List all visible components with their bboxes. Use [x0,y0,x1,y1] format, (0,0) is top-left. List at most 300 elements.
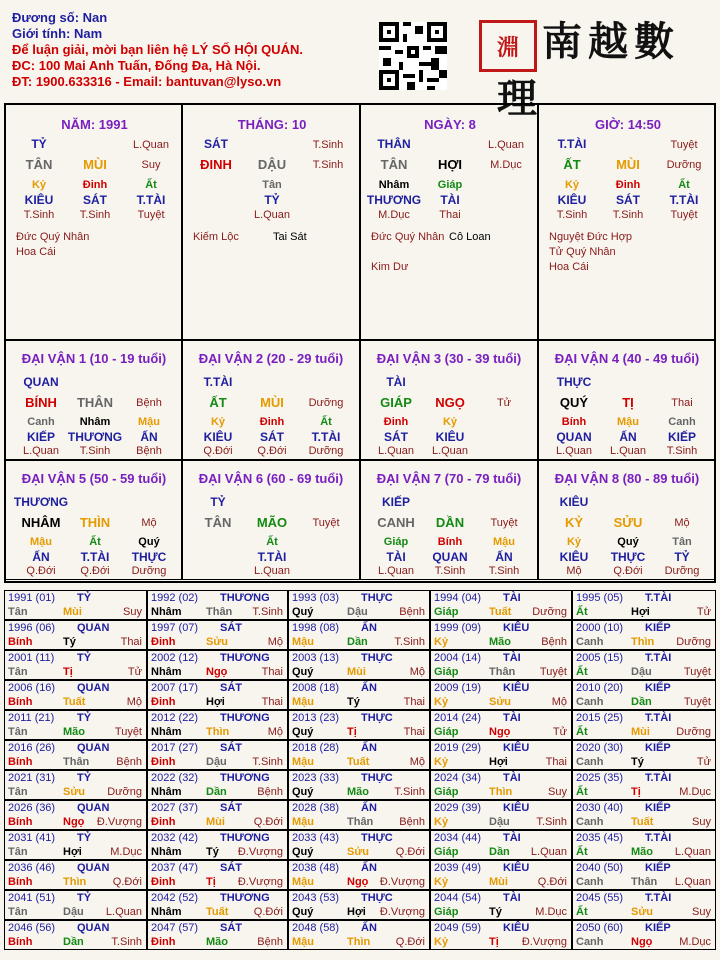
year-branch: Tý [206,846,219,858]
hidden-star: SÁT [83,193,107,207]
year-stem: Kỷ [434,816,449,828]
year-stem: Quý [292,726,314,738]
year-branch: Dần [489,846,510,858]
year-star: TÀI [503,892,521,904]
pillar-star: TỶ [31,137,47,151]
year-stem: Nhâm [151,906,182,918]
dai-van-hidden-stage: Q.Đới [257,445,287,457]
dai-van-star: T.TÀI [203,375,233,389]
dai-van-hidden-star: THỰC [131,550,167,564]
year-cell [430,920,572,950]
year-branch: Mùi [63,606,82,618]
dai-van-branch: DẦN [435,515,465,530]
year-stage: Đ.Vượng [96,816,142,828]
year-stem: Đinh [151,696,176,708]
year-stage: Tử [696,756,711,768]
pillar-right-label: L.Quan [132,139,170,151]
hidden-stem: Giáp [437,179,463,191]
year-label: 2016 (26) [8,742,56,754]
year-branch: Mão [206,936,228,948]
dai-van-stage: Thai [671,397,693,409]
year-stem: Bính [8,696,33,708]
hidden-star: KIÊU [557,193,587,207]
year-branch: Mùi [347,666,366,678]
year-label: 2011 (21) [8,712,55,724]
year-label: 2049 (59) [434,922,482,934]
dai-van-hidden-stage: Bệnh [136,445,162,457]
year-star: THỰC [361,652,393,664]
year-branch: Ngọ [347,876,369,888]
year-stem: Giáp [434,666,459,678]
year-star: ẤN [361,682,377,694]
year-star: KIẾP [645,922,671,934]
year-stem: Quý [292,906,314,918]
hidden-stem: Ất [678,179,690,191]
dai-van-hidden-star: TỶ [674,550,690,564]
year-cell [288,920,430,950]
year-label: 2019 (29) [434,742,482,754]
year-label: 1996 (06) [8,622,56,634]
pillar-branch: MÙI [616,157,640,172]
dai-van-hidden-stage: L.Quan [555,445,593,457]
year-cell [147,590,288,620]
chart-header [12,10,303,90]
year-cell [288,590,430,620]
dai-van-title: ĐẠI VẬN 6 (60 - 69 tuổi) [198,471,344,486]
year-stage: Mộ [409,756,425,768]
year-branch: Hợi [489,756,508,768]
hidden-stage: T.Sinh [556,209,588,221]
year-star: TỶ [77,832,92,844]
pillar-note: Cô Loan [449,231,491,243]
year-cell [430,590,572,620]
year-branch: Thân [631,876,658,888]
dai-van-hidden-stem: Bính [437,536,463,548]
year-cell [288,710,430,740]
year-stage: Bệnh [116,756,142,768]
year-stem: Quý [292,606,314,618]
year-branch: Tuất [206,906,229,918]
dai-van-hidden-stem: Mậu [138,416,160,428]
year-stage: Mộ [126,696,142,708]
year-stage: M.Dục [679,786,711,798]
year-stage: Đ.Vượng [379,906,425,918]
year-stage: Tử [552,726,567,738]
dai-van-star: THƯƠNG [13,495,69,509]
year-branch: Mão [63,726,85,738]
year-stem: Tân [8,846,28,858]
year-branch: Tý [631,756,644,768]
year-branch: Tị [206,876,216,888]
year-branch: Dần [63,936,84,948]
hidden-star: KIÊU [24,193,54,207]
contact-line: Để luận giải, mời bạn liên hệ LÝ SỐ HỘI QUÁN. [12,42,303,57]
year-star: KIẾP [645,802,671,814]
year-star: TỶ [77,652,92,664]
year-stage: Thai [403,726,425,738]
phone-email-line: ĐT: 1900.633316 - Email: bantuvan@lyso.vn [12,74,282,89]
year-branch: Hợi [206,696,225,708]
dai-van-stage: Tuyệt [490,517,518,529]
year-cell [572,890,716,920]
year-label: 2025 (35) [576,772,624,784]
year-stem: Kỷ [434,696,449,708]
dai-van-hidden-star: QUAN [556,430,592,444]
year-cell [147,620,288,650]
year-stem: Kỷ [434,936,449,948]
dai-van-hidden-stage: Q.Đới [80,565,110,577]
year-stage: Q.Đới [537,876,567,888]
year-branch: Mùi [631,726,650,738]
year-star: KIẾP [645,742,671,754]
year-star: QUAN [77,742,110,754]
year-stage: T.Sinh [394,786,425,798]
dai-van-hidden-stem: Quý [617,536,639,548]
year-cell [4,620,147,650]
year-branch: Sửu [206,636,229,648]
pillar-title: GIỜ: 14:50 [594,117,662,132]
year-stage: M.Dục [535,906,567,918]
year-cell [430,830,572,860]
year-branch: Thân [63,756,90,768]
dai-van-hidden-stem: Kỷ [566,536,582,548]
year-cell [288,620,430,650]
dai-van-stage: Bệnh [136,397,162,409]
dai-van-hidden-stem: Mậu [493,536,515,548]
pillar-stem: TÂN [380,157,408,172]
dai-van-hidden-stage: L.Quan [253,565,291,577]
year-label: 2014 (24) [434,712,482,724]
dai-van-hidden-star: SÁT [260,430,284,444]
pillar-stage: Dưỡng [666,159,702,171]
year-star: TÀI [503,832,521,844]
dai-van-6 [182,460,360,580]
year-star: ẤN [361,802,377,814]
year-stem: Kỷ [434,876,449,888]
dai-van-hidden-stem: Ất [89,536,101,548]
year-stage: Suy [692,816,711,828]
year-label: 2017 (27) [151,742,199,754]
year-stage: Thai [120,636,142,648]
year-stem: Bính [8,936,33,948]
hidden-stage: Tuyệt [670,209,698,221]
year-star: KIÊU [503,802,530,814]
year-branch: Sửu [489,696,512,708]
dai-van-stage: Mộ [674,517,690,529]
year-label: 2041 (51) [8,892,56,904]
year-star: T.TÀI [645,772,672,784]
year-label: 2004 (14) [434,652,482,664]
year-stage: Dưỡng [532,606,567,618]
pillar-note: Kim Dư [371,261,409,273]
dai-van-hidden-star: T.TÀI [80,550,110,564]
year-label: 1999 (09) [434,622,482,634]
dai-van-title: ĐẠI VẬN 8 (80 - 89 tuổi) [554,471,700,486]
year-label: 2010 (20) [576,682,624,694]
year-label: 2000 (10) [576,622,624,634]
year-branch: Ngọ [63,816,85,828]
year-branch: Thân [489,666,516,678]
dai-van-hidden-stem: Kỷ [442,416,458,428]
dai-van-hidden-stage: L.Quan [431,445,469,457]
pillar-right-label: Tuyệt [670,139,698,151]
dai-van-hidden-star: KIẾP [667,430,697,444]
year-label: 2042 (52) [151,892,199,904]
year-star: KIÊU [503,922,530,934]
year-star: ẤN [361,862,377,874]
year-star: THỰC [361,772,393,784]
year-cell [430,800,572,830]
dai-van-hidden-stage: Q.Đới [26,565,56,577]
year-cell [4,740,147,770]
year-cell [4,830,147,860]
year-cell [147,800,288,830]
year-branch: Thìn [489,786,513,798]
year-label: 1992 (02) [151,592,199,604]
year-branch: Mão [489,636,511,648]
year-star: ẤN [361,922,377,934]
year-stage: Bệnh [257,786,283,798]
year-stage: Mộ [267,726,283,738]
year-star: THƯƠNG [220,592,270,604]
year-stage: M.Dục [679,936,711,948]
year-star: ẤN [361,742,377,754]
pillar-title: NĂM: 1991 [61,117,128,132]
year-branch: Sửu [631,906,654,918]
year-cell [572,590,716,620]
pillar-note: Hoa Cái [16,246,56,258]
year-label: 1994 (04) [434,592,482,604]
year-cell [572,680,716,710]
year-stage: Tuyệt [683,696,711,708]
year-branch: Tị [489,936,499,948]
year-cell [4,860,147,890]
hidden-stage: Tuyệt [137,209,165,221]
year-cell [4,710,147,740]
year-branch: Hợi [347,906,366,918]
year-stage: Bệnh [541,636,567,648]
dai-van-hidden-stage: Q.Đới [203,445,233,457]
year-cell [288,860,430,890]
year-label: 2006 (16) [8,682,56,694]
year-branch: Tuất [489,606,512,618]
hidden-stage: T.Sinh [23,209,55,221]
pillar-stage: T.Sinh [312,159,344,171]
dai-van-stem: GIÁP [380,395,412,410]
dai-van-hidden-stage: L.Quan [22,445,60,457]
year-stem: Canh [576,936,604,948]
year-branch: Thân [347,816,374,828]
year-star: T.TÀI [645,712,672,724]
pillar-3 [538,104,716,340]
year-stage: T.Sinh [252,606,283,618]
year-cell [572,650,716,680]
hidden-star: THƯƠNG [366,193,422,207]
year-cell [430,890,572,920]
dai-van-branch: NGỌ [435,395,465,410]
year-label: 2038 (48) [292,862,340,874]
year-stage: Dưỡng [676,636,711,648]
year-branch: Ngọ [206,666,228,678]
pillar-star: T.TÀI [557,137,587,151]
year-stage: Thai [261,696,283,708]
year-label: 1995 (05) [576,592,624,604]
year-cell [4,680,147,710]
year-label: 2030 (40) [576,802,624,814]
year-cell [147,830,288,860]
year-stem: Giáp [434,606,459,618]
year-cell [572,770,716,800]
year-star: THỰC [361,892,393,904]
hidden-stem: Đinh [82,179,108,191]
year-cell [572,620,716,650]
dai-van-star: TÀI [386,375,406,389]
year-stage: Thai [261,666,283,678]
year-branch: Tị [63,666,73,678]
year-branch: Tý [63,636,76,648]
year-stage: T.Sinh [111,936,142,948]
year-star: QUAN [77,622,110,634]
dai-van-stage: Dưỡng [308,397,344,409]
pillar-branch: HỢI [437,157,463,172]
year-star: SÁT [220,802,242,814]
year-label: 2050 (60) [576,922,624,934]
year-branch: Dậu [631,666,652,678]
year-cell [147,680,288,710]
dai-van-hidden-stem: Đinh [259,416,285,428]
year-label: 2035 (45) [576,832,624,844]
year-star: KIẾP [645,682,671,694]
year-cell [430,680,572,710]
owner-name: Đương số: Nan [12,10,108,25]
year-stage: Tử [696,606,711,618]
year-stem: Quý [292,666,314,678]
year-label: 2037 (47) [151,862,199,874]
dai-van-5 [5,460,182,580]
hidden-star: TÀI [440,193,460,207]
year-cell [4,920,147,950]
pillar-2 [360,104,538,340]
year-branch: Hợi [63,846,82,858]
year-cell [288,800,430,830]
pillar-right-label: L.Quan [487,139,525,151]
dai-van-hidden-stem: Mậu [30,536,52,548]
year-cell [147,650,288,680]
year-label: 2033 (43) [292,832,340,844]
year-stage: Tuyệt [683,666,711,678]
year-stem: Tân [8,666,28,678]
year-star: THƯƠNG [220,892,270,904]
dai-van-hidden-star: TÀI [386,550,406,564]
dai-van-hidden-stage: Mộ [566,565,582,577]
dai-van-hidden-star: THỰC [610,550,646,564]
pillar-note: Đức Quý Nhân [371,231,445,243]
year-label: 2023 (33) [292,772,340,784]
hidden-stem: Kỷ [31,179,47,191]
year-stage: Suy [692,906,711,918]
address-line: ĐC: 100 Mai Anh Tuấn, Đống Đa, Hà Nội. [12,58,261,73]
year-label: 1991 (01) [8,592,56,604]
dai-van-branch: MÙI [260,395,284,410]
pillar-stage: M.Dục [490,159,522,171]
year-cell [572,800,716,830]
year-label: 1998 (08) [292,622,340,634]
year-star: KIÊU [503,622,530,634]
year-branch: Thìn [206,726,230,738]
year-stem: Giáp [434,786,459,798]
year-label: 2002 (12) [151,652,199,664]
dai-van-hidden-star: KIÊU [559,550,589,564]
year-star: TÀI [503,772,521,784]
year-stage: Suy [548,786,567,798]
owner-gender: Giới tính: Nam [12,26,103,41]
year-cell [430,770,572,800]
year-branch: Tuất [63,696,86,708]
hidden-star: T.TÀI [136,193,166,207]
year-stage: Đ.Vượng [379,876,425,888]
year-branch: Ngọ [631,936,653,948]
dai-van-title: ĐẠI VẬN 1 (10 - 19 tuổi) [21,351,167,366]
dai-van-hidden-stem: Quý [138,536,160,548]
dai-van-hidden-star: THƯƠNG [67,430,123,444]
year-stage: Q.Đới [253,816,283,828]
year-stage: Tuyệt [114,726,142,738]
dai-van-hidden-star: ẤN [140,430,158,444]
year-stage: Đ.Vượng [237,846,283,858]
year-cell [288,650,430,680]
year-star: T.TÀI [645,892,672,904]
year-stage: Q.Đới [112,876,142,888]
qr-code-icon [379,22,447,90]
year-label: 2027 (37) [151,802,199,814]
seal-stamp: 淵 [479,20,537,72]
dai-van-hidden-star: KIẾP [26,430,56,444]
year-stem: Canh [576,756,604,768]
year-branch: Mùi [489,876,508,888]
pillar-branch: DẬU [257,157,287,172]
year-branch: Tý [347,696,360,708]
year-star: KIÊU [503,742,530,754]
year-branch: Dậu [63,906,84,918]
year-cell [288,680,430,710]
year-star: TỶ [77,772,92,784]
dai-van-title: ĐẠI VẬN 5 (50 - 59 tuổi) [21,471,167,486]
year-stem: Đinh [151,876,176,888]
year-star: THƯƠNG [220,772,270,784]
dai-van-1 [5,340,182,460]
year-stage: L.Quan [674,846,711,858]
year-cell [572,860,716,890]
year-label: 2048 (58) [292,922,340,934]
year-stem: Đinh [151,756,176,768]
year-branch: Sửu [347,846,370,858]
year-stage: Mộ [551,696,567,708]
year-branch: Ngọ [489,726,511,738]
year-stem: Tân [8,906,28,918]
pillar-note: Nguyệt Đức Hợp [549,231,633,243]
dai-van-stem: KỶ [564,515,584,530]
year-label: 2046 (56) [8,922,56,934]
year-stem: Quý [292,786,314,798]
year-label: 2039 (49) [434,862,482,874]
dai-van-title: ĐẠI VẬN 7 (70 - 79 tuổi) [376,471,522,486]
year-stage: Thai [403,696,425,708]
dai-van-hidden-stem: Nhâm [79,416,111,428]
hidden-stage: Thai [439,209,461,221]
year-label: 2044 (54) [434,892,482,904]
hidden-stage: L.Quan [253,209,291,221]
year-star: SÁT [220,742,242,754]
